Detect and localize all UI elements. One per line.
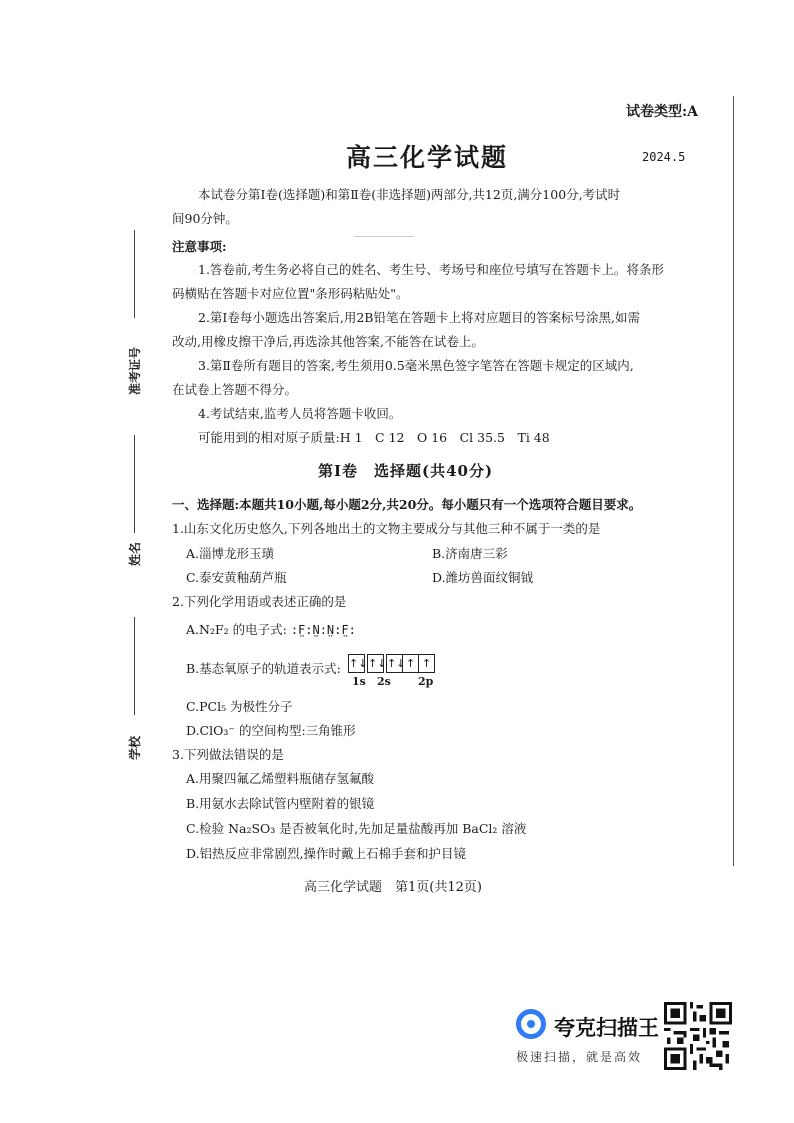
scanner-logo-icon [516, 1009, 546, 1039]
binding-line [134, 230, 135, 318]
question-2-stem: 2.下列化学用语或表述正确的是 [172, 594, 347, 609]
question-1-stem: 1.山东文化历史悠久,下列各地出土的文物主要成分与其他三种不属于一类的是 [172, 521, 601, 536]
page-title: 高三化学试题 [346, 143, 509, 172]
question-2-option-d: D.ClO₃⁻ 的空间构型:三角锥形 [186, 723, 356, 738]
question-1-option-a: A.淄博龙形玉璜 [186, 546, 275, 561]
side-label-admission-number: 准考证号 [128, 346, 142, 395]
question-2-option-b-prefix: B.基态氧原子的轨道表示式: [186, 661, 341, 676]
orbital-box-2p-2: ↑ [402, 654, 419, 673]
question-3-option-c: C.检验 Na₂SO₃ 是否被氧化时,先加足量盐酸再加 BaCl₂ 溶液 [186, 821, 527, 836]
note-4: 4.考试结束,监考人员将答题卡收回。 [198, 406, 402, 421]
intro-line-1: 本试卷分第Ⅰ卷(选择题)和第Ⅱ卷(非选择题)两部分,共12页,满分100分,考试时 [198, 187, 621, 202]
orbital-label-2p: 2p [418, 675, 434, 688]
note-2a: 2.第Ⅰ卷每小题选出答案后,用2B铅笔在答题卡上将对应题目的答案标号涂黑,如需 [198, 310, 640, 325]
orbital-box-1s: ↑↓ [348, 654, 365, 673]
section-1-instruction: 一、选择题:本题共10小题,每小题2分,共20分。每小题只有一个选项符合题目要求。 [172, 497, 642, 512]
faint-rule [354, 236, 414, 237]
orbital-box-2s: ↑↓ [367, 654, 384, 673]
orbital-box-2p-1: ↑↓ [386, 654, 403, 673]
binding-line [134, 617, 135, 715]
electron-formula: :F̤:N̤:N̤:F̤: [290, 623, 356, 637]
exam-date: 2024.5 [642, 150, 686, 164]
question-1-option-b: B.济南唐三彩 [432, 546, 508, 561]
orbital-diagram [348, 654, 434, 673]
question-1-option-c: C.泰安黄釉葫芦瓶 [186, 570, 287, 585]
section-1-title: 第Ⅰ卷 选择题(共40分) [318, 462, 494, 480]
binding-line [134, 435, 135, 533]
qr-code-icon [664, 1002, 732, 1070]
note-3a: 3.第Ⅱ卷所有题目的答案,考生须用0.5毫米黑色签字笔答在答题卡规定的区域内, [198, 358, 634, 373]
intro-line-2: 间90分钟。 [172, 211, 238, 226]
note-2b: 改动,用橡皮擦干净后,再选涂其他答案,不能答在试卷上。 [172, 334, 484, 349]
question-3-stem: 3.下列做法错误的是 [172, 747, 284, 762]
question-3-option-b: B.用氨水去除试管内壁附着的银镜 [186, 796, 375, 811]
page-right-border [733, 96, 734, 866]
note-1a: 1.答卷前,考生务必将自己的姓名、考生号、考场号和座位号填写在答题卡上。将条形 [198, 262, 664, 277]
orbital-label-2s: 2s [377, 675, 391, 688]
orbital-box-2p-3: ↑ [418, 654, 435, 673]
note-3b: 在试卷上答题不得分。 [172, 382, 298, 397]
side-label-name: 姓名 [128, 541, 142, 566]
scanner-slogan: 极速扫描，就是高效 [516, 1050, 643, 1064]
notes-heading: 注意事项: [172, 239, 227, 254]
question-3-option-a: A.用聚四氟乙烯塑料瓶储存氢氟酸 [186, 771, 375, 786]
scanner-app-name: 夸克扫描王 [554, 1016, 659, 1040]
page-footer: 高三化学试题 第1页(共12页) [304, 880, 482, 895]
question-3-option-d: D.铝热反应非常剧烈,操作时戴上石棉手套和护目镜 [186, 846, 467, 861]
question-2-option-a [186, 622, 356, 638]
question-2-option-c: C.PCl₅ 为极性分子 [186, 699, 293, 714]
atomic-masses: 可能用到的相对原子质量:H 1 C 12 O 16 Cl 35.5 Ti 48 [198, 430, 550, 445]
question-2-option-a-prefix: A.N₂F₂ 的电子式: [186, 622, 287, 637]
exam-type-label: 试卷类型:A [626, 104, 699, 120]
orbital-label-1s: 1s [352, 675, 366, 688]
side-label-school: 学校 [128, 735, 142, 760]
question-1-option-d: D.潍坊兽面纹铜钺 [432, 570, 534, 585]
note-1b: 码横贴在答题卡对应位置"条形码粘贴处"。 [172, 286, 409, 301]
